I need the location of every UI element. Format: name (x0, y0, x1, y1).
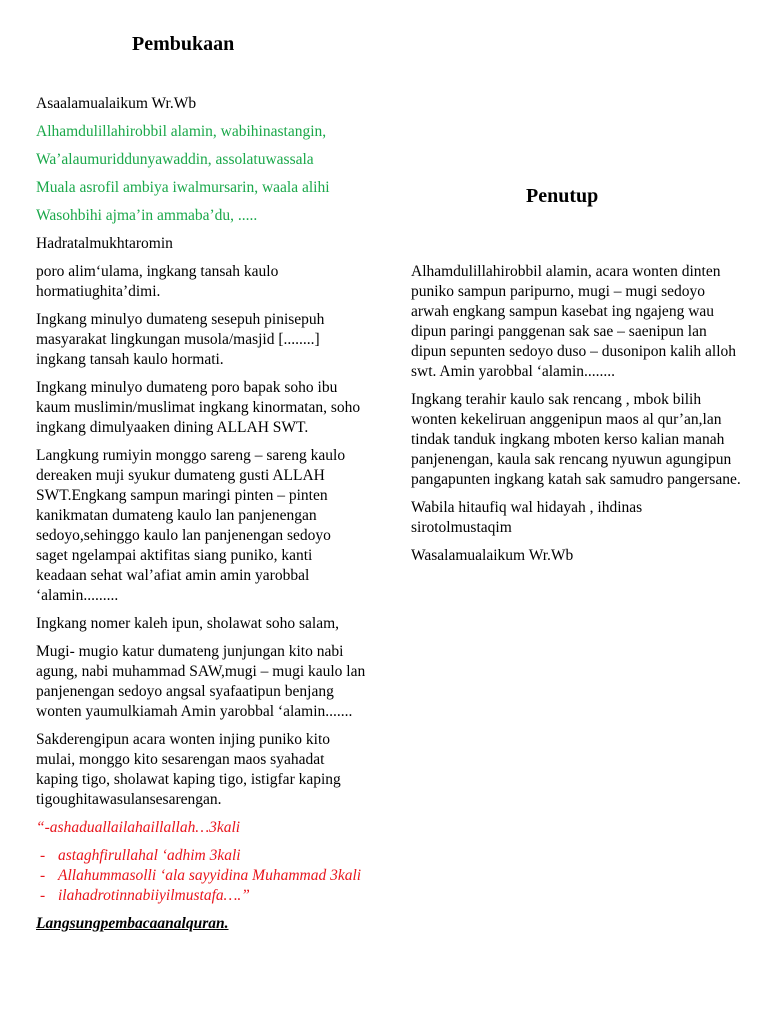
arabic-line: Wa’alaumuriddunyawaddin, assolatuwassala (36, 151, 314, 168)
closing-paragraph: Alhamdulillahirobbil alamin, acara wonten dinten puniko sampun paripurno, mugi – mugi sedoyo arwah engkang sampun kasebat ing ngajeng wau dipun paringi panggenan sak sae – saenipun lan dipun sepunten sedoyo duso – dusonipon kalih alloh swt. Amin yarobbal ‘alamin........ (411, 263, 737, 380)
list-item (40, 886, 366, 906)
recitation-item: astaghfirullahal ‘adhim 3kali (58, 847, 241, 864)
opening-paragraph: Ingkang minulyo dumateng poro bapak soho ibu kaum muslimin/muslimat ingkang kinormatan, soho ingkang dimulyaaken dining ALLAH SWT. (36, 379, 361, 436)
opening-paragraph: Mugi- mugio katur dumateng junjungan kito nabi agung, nabi muhammad SAW,mugi – mugi kaulo lan panjenengan sedoyo angsal syafaatipun benjang wonten yaumulkiamah Amin yarobbal ‘alamin....... (36, 643, 366, 720)
opening-paragraph: Ingkang nomer kaleh ipun, sholawat soho salam, (36, 615, 340, 632)
quran-reading-note: Langsungpembacaanalquran. (36, 915, 229, 932)
closing-salam: Wasalamualaikum Wr.Wb (411, 547, 574, 564)
opening-paragraph: Langkung rumiyin monggo sareng – sareng kaulo dereaken muji syukur dumateng gusti ALLAH SWT.Engkang sampun maringi pinten – pinten kanikmatan dumateng kaulo lan panjenengan sedoyo,sehinggo kaulo lan panjenengan sedoyo saget ngelampai aktifitas siang puniko, kanti keadaan sehat wal’afiat amin amin yarobbal ‘alamin......... (36, 447, 346, 604)
opening-paragraph: Sakderengipun acara wonten injing puniko kito mulai, monggo kito sesarengan maos syahadat kaping tigo, sholawat kaping tigo, istigfar kaping tigoughitawasulansesarengan. (36, 731, 341, 808)
list-item (40, 846, 366, 866)
list-dash: - (40, 867, 46, 884)
opening-column (36, 0, 366, 934)
closing-paragraph: Wabila hitaufiq wal hidayah , ihdinas sirotolmustaqim (411, 499, 643, 536)
recitation-item: Allahummasolli ‘ala sayyidina Muhammad 3kali (58, 867, 362, 884)
opening-paragraph: poro alim‘ulama, ingkang tansah kaulo hormatiughita’dimi. (36, 263, 279, 300)
recitation-intro: “-ashaduallailahaillallah…3kali (36, 819, 241, 836)
closing-paragraph: Ingkang terahir kaulo sak rencang , mbok bilih wonten kekeliruan anggenipun maos al qur’an,lan tindak tanduk ingkang mboten kerso kalian manah panjenengan, kaula sak rencang nyuwun agungipun pangapunten ingkang katah sak samudro pangersane. (411, 391, 741, 488)
opening-paragraph: Ingkang minulyo dumateng sesepuh pinisepuh masyarakat lingkungan musola/masjid [........] ingkang tansah kaulo hormati. (36, 311, 325, 368)
opening-title: Pembukaan (132, 33, 235, 55)
recitation-list (36, 846, 366, 906)
recitation-item: ilahadrotinnabiiyilmustafa….” (58, 887, 250, 904)
closing-column (411, 0, 741, 574)
list-dash: - (40, 887, 46, 904)
arabic-line: Wasohbihi ajma’in ammaba’du, ..... (36, 207, 258, 224)
arabic-line: Muala asrofil ambiya iwalmursarin, waala alihi (36, 179, 330, 196)
closing-title: Penutup (526, 185, 599, 207)
arabic-line: Alhamdulillahirobbil alamin, wabihinastangin, (36, 123, 327, 140)
list-item (40, 866, 366, 886)
greeting-salam: Asaalamualaikum Wr.Wb (36, 95, 197, 112)
list-dash: - (40, 847, 46, 864)
opening-paragraph: Hadratalmukhtaromin (36, 235, 173, 252)
